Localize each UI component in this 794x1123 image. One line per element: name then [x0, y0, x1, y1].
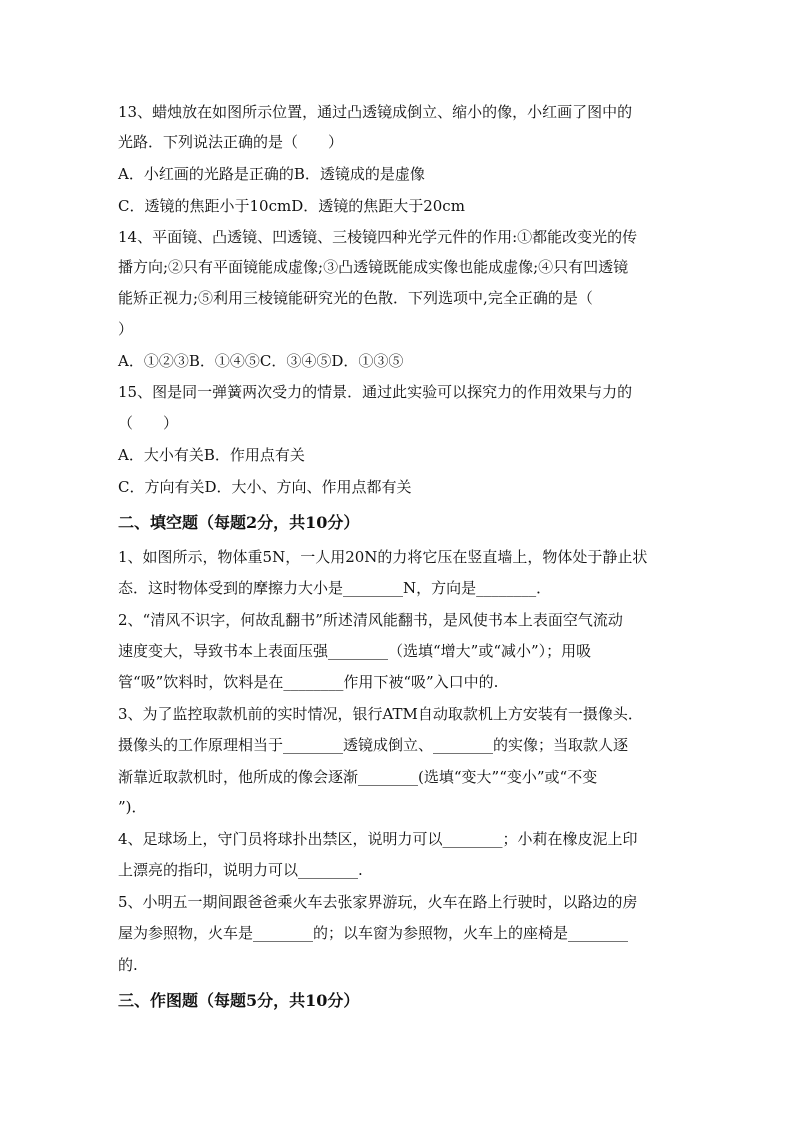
q13-options-ab: A．小红画的光路是正确的B．透镜成的是虚像 — [118, 165, 425, 183]
fill-q4-line-2: 上漂亮的指印，说明力可以________. — [118, 861, 363, 879]
q15-line-1: 15、图是同一弹簧两次受力的情景．通过此实验可以探究力的作用效果与力的 — [118, 383, 633, 401]
section-heading-drawing: 三、作图题（每题5分，共10分） — [118, 991, 360, 1010]
fill-q3-line-4: ”)． — [118, 798, 147, 816]
fill-q5-line-3: 的. — [118, 956, 138, 974]
fill-q1-line-2: 态．这时物体受到的摩擦力大小是________N，方向是________． — [118, 579, 552, 597]
fill-q2-line-3: 管“吸”饮料时，饮料是在________作用下被“吸”入口中的. — [118, 673, 499, 691]
q14-line-4: ） — [118, 320, 134, 338]
fill-q5-line-1: 5、小明五一期间跟爸爸乘火车去张家界游玩，火车在路上行驶时，以路边的房 — [118, 893, 638, 911]
fill-q3-line-3: 渐靠近取款机时，他所成的像会逐渐________(选填“变大”“变小”或“不变 — [118, 768, 598, 786]
fill-q2-line-2: 速度变大，导致书本上表面压强________（选填“增大”或“减小”）；用吸 — [118, 642, 592, 660]
q13-options-cd: C．透镜的焦距小于10cmD．透镜的焦距大于20cm — [118, 197, 465, 215]
section-heading-fill-in: 二、填空题（每题2分，共10分） — [118, 513, 360, 532]
q14-line-3: 能矫正视力;⑤利用三棱镜能研究光的色散．下列选项中,完全正确的是（ — [118, 289, 593, 307]
q15-line-2: （ ） — [118, 414, 179, 432]
fill-q3-line-2: 摄像头的工作原理相当于________透镜成倒立、________的实像；当取款人逐 — [118, 736, 629, 754]
q14-options: A．①②③B．①④⑤C．③④⑤D．①③⑤ — [118, 352, 404, 370]
fill-q3-line-1: 3、为了监控取款机前的实时情况，银行ATM自动取款机上方安装有一摄像头． — [118, 705, 643, 723]
fill-q2-line-1: 2、“清风不识字，何故乱翻书”所述清风能翻书，是风使书本上表面空气流动 — [118, 611, 623, 629]
q15-options-ab: A．大小有关B．作用点有关 — [118, 446, 305, 464]
q15-options-cd: C．方向有关D．大小、方向、作用点都有关 — [118, 478, 412, 496]
q14-line-2: 播方向;②只有平面镜能成虚像;③凸透镜既能成实像也能成虚像;④只有凹透镜 — [118, 258, 629, 276]
fill-q4-line-1: 4、足球场上，守门员将球扑出禁区，说明力可以________；小莉在橡皮泥上印 — [118, 830, 638, 848]
q13-line-2: 光路．下列说法正确的是（ ） — [118, 133, 344, 151]
fill-q1-line-1: 1、如图所示，物体重5N，一人用20N的力将它压在竖直墙上，物体处于静止状 — [118, 548, 648, 566]
q13-line-1: 13、蜡烛放在如图所示位置，通过凸透镜成倒立、缩小的像，小红画了图中的 — [118, 103, 633, 121]
q14-line-1: 14、平面镜、凸透镜、凹透镜、三棱镜四种光学元件的作用:①都能改变光的传 — [118, 228, 638, 246]
fill-q5-line-2: 屋为参照物，火车是________的；以车窗为参照物，火车上的座椅是________ — [118, 924, 629, 942]
